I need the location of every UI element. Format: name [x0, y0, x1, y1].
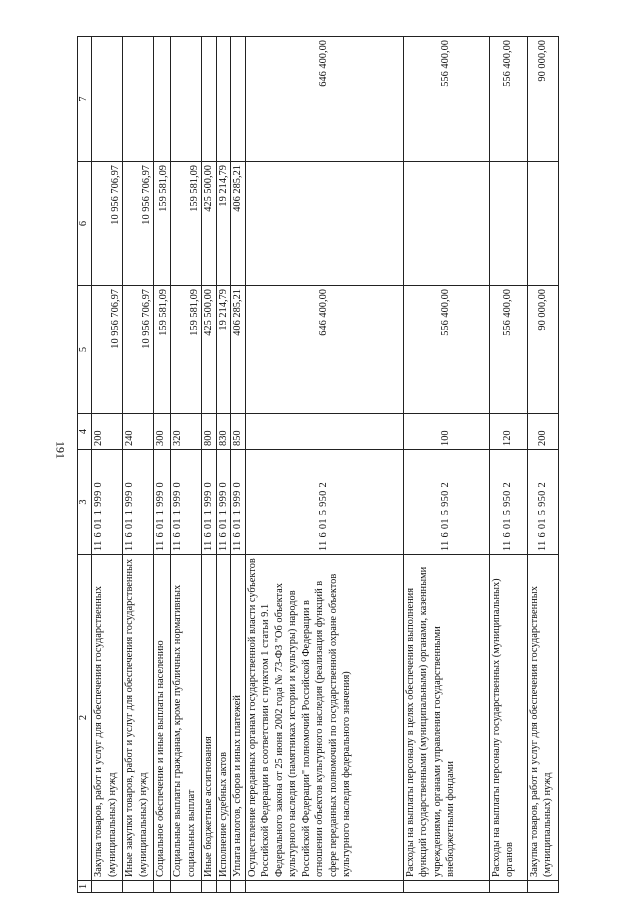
row-value-6: 159 581,09: [171, 162, 202, 286]
row-type: 830: [216, 414, 231, 450]
row-type: 200: [527, 414, 558, 450]
row-name: Социальные выплаты гражданам, кроме публичных нормативных социальных выплат: [171, 555, 202, 881]
col-header-6: 6: [78, 162, 92, 286]
row-value-7: 556 400,00: [489, 37, 527, 162]
col-header-2: 2: [78, 555, 92, 881]
row-index-cell: [202, 881, 217, 893]
page-number: 191: [53, 441, 68, 459]
row-name: Уплата налогов, сборов и иных платежей: [231, 555, 246, 881]
row-index-cell: [92, 881, 123, 893]
row-code: 11 6 01 1 999 0: [216, 450, 231, 555]
row-value-6: [489, 162, 527, 286]
row-type: [245, 414, 403, 450]
row-index-cell: [216, 881, 231, 893]
table-row: [216, 37, 231, 893]
row-value-5: 19 214,79: [216, 286, 231, 414]
row-value-7: [123, 37, 154, 162]
row-type: 200: [92, 414, 123, 450]
row-index-cell: [403, 881, 489, 893]
row-type: 300: [154, 414, 171, 450]
row-value-6: 19 214,79: [216, 162, 231, 286]
table-row: [489, 37, 527, 893]
row-type: 320: [171, 414, 202, 450]
row-code: 11 6 01 1 999 0: [92, 450, 123, 555]
row-value-6: 406 285,21: [231, 162, 246, 286]
col-header-3: 3: [78, 450, 92, 555]
table-row: [171, 37, 202, 893]
row-value-6: [403, 162, 489, 286]
table-row: [92, 37, 123, 893]
table-row: [245, 37, 403, 893]
row-value-5: 556 400,00: [403, 286, 489, 414]
row-value-5: 646 400,00: [245, 286, 403, 414]
row-value-7: 556 400,00: [403, 37, 489, 162]
row-code: 11 6 01 1 999 0: [231, 450, 246, 555]
row-type: 240: [123, 414, 154, 450]
row-index-cell: [245, 881, 403, 893]
row-value-6: 10 956 706,97: [123, 162, 154, 286]
row-name: Закупка товаров, работ и услуг для обеспечения государственных (муниципальных) нужд: [527, 555, 558, 881]
col-header-1: 1: [78, 881, 92, 893]
row-name: Иные закупки товаров, работ и услуг для обеспечения государственных (муниципальных) нужд: [123, 555, 154, 881]
row-value-7: [231, 37, 246, 162]
row-code: 11 6 01 1 999 0: [202, 450, 217, 555]
table-row: [403, 37, 489, 893]
row-name: Иные бюджетные ассигнования: [202, 555, 217, 881]
row-index-cell: [231, 881, 246, 893]
table-row: [154, 37, 171, 893]
row-value-5: 159 581,09: [154, 286, 171, 414]
header-row: [78, 37, 92, 893]
row-code: 11 6 01 1 999 0: [171, 450, 202, 555]
row-value-6: 159 581,09: [154, 162, 171, 286]
row-type: 800: [202, 414, 217, 450]
row-value-6: [527, 162, 558, 286]
row-name: Социальное обеспечение и иные выплаты населению: [154, 555, 171, 881]
row-index-cell: [171, 881, 202, 893]
row-value-7: 90 000,00: [527, 37, 558, 162]
row-value-7: [154, 37, 171, 162]
row-name: Закупка товаров, работ и услуг для обеспечения государственных (муниципальных) нужд: [92, 555, 123, 881]
row-value-5: 159 581,09: [171, 286, 202, 414]
row-value-5: 90 000,00: [527, 286, 558, 414]
row-type: 850: [231, 414, 246, 450]
row-index-cell: [123, 881, 154, 893]
row-name: Исполнение судебных актов: [216, 555, 231, 881]
row-value-5: 556 400,00: [489, 286, 527, 414]
rotated-table-container: [77, 37, 562, 893]
row-code: 11 6 01 1 999 0: [123, 450, 154, 555]
row-value-5: 10 956 706,97: [92, 286, 123, 414]
row-value-7: [202, 37, 217, 162]
row-name: Расходы на выплаты персоналу государственных (муниципальных) органов: [489, 555, 527, 881]
table-row: [202, 37, 217, 893]
col-header-4: 4: [78, 414, 92, 450]
row-value-7: [171, 37, 202, 162]
row-type: 120: [489, 414, 527, 450]
row-code: 11 6 01 5 950 2: [245, 450, 403, 555]
row-name: Расходы на выплаты персоналу в целях обеспечения выполнения функций государственными (муниципальными) органами, казенными учреждениями, органами управления государственными внебюджетными фондами: [403, 555, 489, 881]
table-row: [231, 37, 246, 893]
row-value-5: 406 285,21: [231, 286, 246, 414]
row-code: 11 6 01 5 950 2: [403, 450, 489, 555]
row-index-cell: [527, 881, 558, 893]
table-row: [527, 37, 558, 893]
row-code: 11 6 01 5 950 2: [527, 450, 558, 555]
row-type: 100: [403, 414, 489, 450]
row-code: 11 6 01 5 950 2: [489, 450, 527, 555]
budget-table: [77, 36, 559, 893]
row-index-cell: [489, 881, 527, 893]
row-value-5: 10 956 706,97: [123, 286, 154, 414]
row-index-cell: [154, 881, 171, 893]
row-value-6: 425 500,00: [202, 162, 217, 286]
row-value-7: [216, 37, 231, 162]
row-name: Осуществление переданных органам государственной власти субъектов Российской Федерации в соответствии с пунктом 1 статьи 9.1 Федерального закона от 25 июня 2002 года № 73-ФЗ "Об объектах культурного наследия (памятниках истории и культуры) народов Российской Федерации" полномочий Российской Федерации в отношении объектов культурного наследия (реализация функций в сфере переданных полномочий по государственной охране объектов культурного наследия федерального значения): [245, 555, 403, 881]
row-code: 11 6 01 1 999 0: [154, 450, 171, 555]
row-value-6: 10 956 706,97: [92, 162, 123, 286]
row-value-6: [245, 162, 403, 286]
row-value-7: 646 400,00: [245, 37, 403, 162]
col-header-7: 7: [78, 37, 92, 162]
table-row: [123, 37, 154, 893]
row-value-7: [92, 37, 123, 162]
row-value-5: 425 500,00: [202, 286, 217, 414]
col-header-5: 5: [78, 286, 92, 414]
